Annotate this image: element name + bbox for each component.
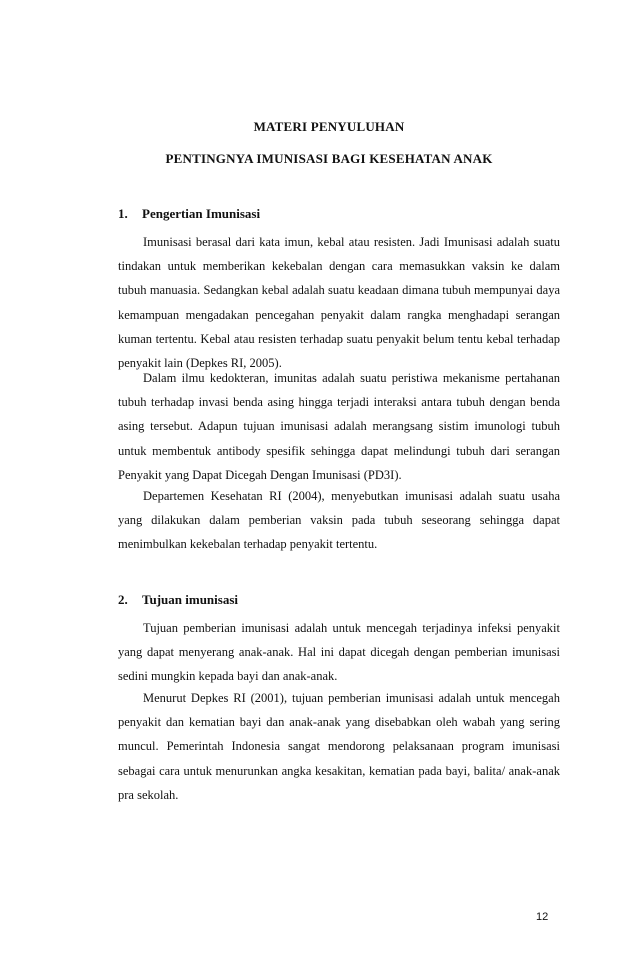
section-heading-text: Tujuan imunisasi xyxy=(142,592,238,607)
paragraph: Dalam ilmu kedokteran, imunitas adalah suatu peristiwa mekanisme pertahanan tubuh terhadap invasi benda asing hingga terjadi interaksi antara tubuh dengan benda asing tersebut. Adapun tujuan imunisasi adalah merangsang sistim imunologi tubuh untuk membentuk antibody spesifik sehingga dapat melindungi tubuh dari serangan Penyakit yang Dapat Dicegah Dengan Imunisasi (PD3I). xyxy=(118,371,560,482)
document-title: MATERI PENYULUHAN xyxy=(253,119,405,134)
paragraph: Menurut Depkes RI (2001), tujuan pemberian imunisasi adalah untuk mencegah penyakit dan kematian bayi dan anak-anak yang disebabkan oleh wabah yang sering muncul. Pemerintah Indonesia sangat mendorong pelaksanaan program imunisasi sebagai cara untuk menurunkan angka kesakitan, kematian pada bayi, balita/ anak-anak pra sekolah. xyxy=(118,691,560,802)
section-heading-pengertian xyxy=(118,206,260,222)
paragraph: Imunisasi berasal dari kata imun, kebal atau resisten. Jadi Imunisasi adalah suatu tindakan untuk memberikan kekebalan dengan cara memasukkan vaksin ke dalam tubuh manuasia. Sedangkan kebal adalah suatu keadaan dimana tubuh mempunyai daya kemampuan mengadakan pencegahan penyakit dalam rangka menghadapi serangan kuman tertentu. Kebal atau resisten terhadap suatu penyakit belum tentu kebal terhadap penyakit lain (Depkes RI, 2005). xyxy=(118,235,560,371)
section-heading-tujuan xyxy=(118,592,238,608)
paragraph: Departemen Kesehatan RI (2004), menyebutkan imunisasi adalah suatu usaha yang dilakukan dalam pemberian vaksin pada tubuh seseorang sehingga dapat menimbulkan kekebalan terhadap penyakit tertentu. xyxy=(118,489,560,552)
section-heading-text: Pengertian Imunisasi xyxy=(142,206,261,221)
paragraph: Tujuan pemberian imunisasi adalah untuk mencegah terjadinya infeksi penyakit yang dapat menyerang anak-anak. Hal ini dapat dicegah dengan pemberian imunisasi sedini mungkin kepada bayi dan anak-anak. xyxy=(118,621,560,684)
section-number: 1. xyxy=(118,206,128,221)
document-subtitle: PENTINGNYA IMUNISASI BAGI KESEHATAN ANAK xyxy=(165,151,493,166)
section-number: 2. xyxy=(118,592,128,607)
page-number: 12 xyxy=(536,911,549,923)
